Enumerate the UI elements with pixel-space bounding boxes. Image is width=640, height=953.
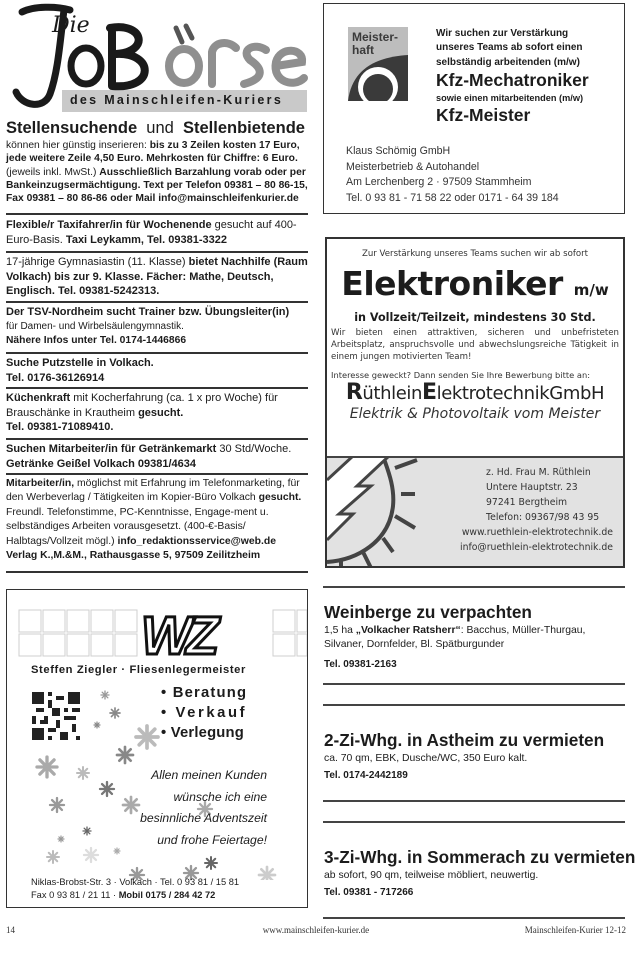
classified-phone: Tel. 09381 - 717266 — [324, 887, 414, 898]
star-icon — [58, 836, 64, 842]
greeting-line: und frohe Feiertage! — [157, 832, 267, 847]
headline-part-3: Stellenbietende — [183, 119, 305, 137]
divider — [6, 352, 308, 354]
headline-part-2: und — [146, 119, 174, 137]
ad-text: möglichst mit Erfahrung im Telefonmarketing, für den Werbeverlag / Tätigkeiten im Kopier-Büro Volkach — [6, 478, 300, 504]
star-icon — [110, 708, 120, 718]
service-verlegung: • Verlegung — [161, 725, 245, 741]
star-icon — [47, 851, 59, 863]
ad-kfz-mechatroniker — [323, 3, 625, 214]
divider — [323, 586, 625, 588]
kfz-intro-2: unseres Teams ab sofort einen — [436, 42, 583, 54]
elek-city: 97241 Bergtheim — [486, 497, 568, 508]
ad-text-bold: Nähere Infos unter Tel. 0174-1446866 — [6, 335, 187, 346]
star-icon — [77, 767, 89, 779]
wz-mobile: Mobil 0175 / 284 42 72 — [118, 890, 216, 900]
elek-company — [327, 381, 623, 406]
wz-logo-text: WZ — [141, 608, 213, 658]
intro-headline — [6, 119, 308, 138]
star-icon — [100, 782, 114, 796]
divider — [6, 571, 308, 573]
ad-text-bold: Flexible/r Taxifahrer/in für Wochenende — [6, 219, 212, 231]
classified-text: 1,5 ha — [324, 625, 356, 636]
kfz-job-title-2: Kfz-Meister — [436, 104, 531, 125]
tile-grid-logo — [17, 608, 307, 658]
elek-address — [433, 465, 613, 555]
classified-title-weinberge: Weinberge zu verpachten — [324, 602, 532, 622]
elek-paragraph: Wir bieten einen attraktiven, sicheren und unbefristeten Arbeitsplatz, anspruchsvolle und abwechslungsreiche Tätigkeit in einem jungen motivierten Team! — [331, 328, 619, 363]
ad-tutoring — [6, 255, 310, 299]
logo-text-line1: Meister- — [352, 30, 399, 44]
ad-kitchen — [6, 391, 310, 435]
ad-text: 17-jährige Gymnasiastin (11. Klasse) — [6, 256, 189, 268]
service-verkauf: • Verkauf — [161, 705, 248, 721]
star-icon — [94, 722, 100, 728]
ad-elektroniker — [325, 237, 625, 568]
kfz-street: Am Lerchenberg 2 · 97509 Stammheim — [346, 176, 532, 188]
divider — [6, 213, 308, 215]
intro-price-text: bis zu 3 Zeilen kosten 17 Euro, jede weitere Zeile 4,50 Euro. Mehrkosten für Chiffre: 6 Euro. — [6, 140, 300, 165]
kfz-intro-3: selbständig arbeitenden (m/w) — [436, 56, 580, 68]
star-icon — [259, 867, 275, 880]
pricing-intro — [6, 119, 308, 205]
ad-text-bold: Taxi Leykamm, Tel. 09381-3322 — [65, 233, 227, 246]
kfz-job-text — [436, 27, 624, 126]
jobboerse-logo — [4, 2, 310, 114]
ad-text: gesucht auf 400-Euro-Basis. — [6, 219, 297, 246]
greeting-line: Allen meinen Kunden — [151, 768, 267, 782]
ad-text-bold: gesucht. — [138, 406, 184, 419]
page-footer — [6, 925, 626, 939]
company-initial-r: R — [345, 379, 363, 405]
classified-text: : Bacchus, Müller-Thurgau, — [460, 625, 586, 636]
meisterhaft-logo — [348, 27, 408, 101]
intro-body — [6, 139, 308, 205]
company-initial-e: E — [421, 379, 437, 405]
kfz-phone: Tel. 0 93 81 - 71 58 22 oder 0171 - 64 39 184 — [346, 191, 559, 204]
svg-text:Die: Die — [52, 13, 90, 38]
star-icon — [101, 691, 109, 699]
star-icon — [136, 726, 158, 748]
ad-cleaning — [6, 356, 310, 385]
sun-lightning-icon — [327, 456, 427, 566]
classified-body-sommerach: ab sofort, 90 qm, teilweise möbliert, neuwertig. — [324, 870, 539, 881]
greeting-line: wünsche ich eine — [173, 789, 267, 804]
ad-text: für Damen- und Wirbelsäulengymnastik. — [6, 320, 184, 332]
classified-phone: Tel. 09381-2163 — [324, 659, 397, 670]
star-icon — [117, 747, 133, 763]
ad-text-bold: Verlag K.,M.&M., Rathausgasse 5, 97509 Zeilitzheim — [6, 550, 261, 562]
ad-email-link[interactable]: info_redaktionsservice@web.de — [117, 535, 277, 547]
ad-text-bold: Küchenkraft — [6, 392, 71, 404]
classified-body-weinberge — [324, 624, 585, 652]
ad-text-bold: Suchen Mitarbeiter/in für Getränkemarkt — [6, 443, 217, 455]
kfz-address — [346, 144, 559, 206]
elek-email-link[interactable]: info@ruethlein-elektrotechnik.de — [460, 542, 613, 553]
divider — [323, 704, 625, 706]
star-icon — [84, 848, 98, 862]
star-icon — [114, 848, 120, 854]
star-icon — [37, 757, 57, 777]
ad-text-bold: bietet Nachhilfe (Raum Volkach) bis zur 9. Klasse. Fächer: Mathe, Deutsch, Englisch. Tel. 09381-5242313. — [6, 256, 308, 297]
footer-issue: Mainschleifen-Kurier 12-12 — [524, 925, 626, 935]
classified-text: Silvaner, Dornfelder, Bl. Spätburgunder — [324, 639, 505, 650]
divider — [323, 821, 625, 823]
ad-text-bold: Getränke Geißel Volkach 09381/4634 — [6, 457, 196, 470]
company-part-2: lektrotechnikGmbH — [436, 382, 605, 404]
ad-text-bold: Suche Putzstelle in Volkach. — [6, 357, 154, 369]
star-icon — [205, 857, 217, 869]
elek-lower — [327, 456, 623, 566]
divider — [6, 251, 308, 253]
elek-street: Untere Hauptstr. 23 — [486, 482, 578, 493]
classified-title-astheim: 2-Zi-Whg. in Astheim zu vermieten — [324, 730, 605, 750]
divider — [323, 917, 625, 919]
wz-address-phone: Niklas-Brobst-Str. 3 · Volkach · Tel. 0 93 81 / 15 81 — [31, 877, 240, 887]
star-icon — [123, 797, 139, 813]
ad-text-bold: Mitarbeiter/in, — [6, 478, 75, 489]
kfz-intro-1: Wir suchen zur Verstärkung — [436, 28, 569, 39]
footer-website[interactable]: www.mainschleifen-kurier.de — [262, 925, 370, 935]
elek-title — [327, 265, 623, 309]
ad-beverage-store — [6, 442, 310, 471]
divider — [6, 438, 308, 440]
kfz-company: Klaus Schömig GmbH — [346, 145, 451, 157]
qr-code[interactable] — [32, 692, 80, 740]
ad-text: mit Kocherfahrung (ca. 1 x pro Woche) für Brauschänke in Krautheim — [6, 392, 278, 419]
divider — [323, 800, 625, 802]
classified-phone: Tel. 0174-2442189 — [324, 770, 408, 781]
divider — [6, 301, 308, 303]
ad-fliesenleger — [6, 589, 308, 908]
page-number: 14 — [6, 925, 15, 935]
divider — [6, 473, 308, 475]
elek-title-suffix: m/w — [573, 281, 609, 299]
elek-upper — [327, 239, 623, 456]
elek-intro: Zur Verstärkung unseres Teams suchen wir ab sofort — [361, 249, 589, 259]
classified-text-bold: „Volkacher Ratsherr“ — [355, 625, 461, 636]
wz-services — [161, 683, 247, 743]
star-icon — [83, 827, 91, 835]
intro-payment-text: Ausschließlich Barzahlung vorab oder per Bankeinzugsermächtigung. Text per Telefon 09381 – 80 86-15, Fax 09381 – 80 86-86 oder Mail info@mainschleifenkurier.de — [6, 166, 308, 205]
divider — [323, 683, 625, 685]
ad-taxi — [6, 218, 310, 247]
classified-body-astheim: ca. 70 qm, EBK, Dusche/WC, 350 Euro kalt. — [324, 753, 528, 764]
elek-title-text: Elektroniker — [341, 264, 563, 303]
wz-logo — [141, 608, 221, 658]
kfz-company-type: Meisterbetrieb & Autohandel — [346, 160, 480, 173]
divider — [6, 387, 308, 389]
classified-title-sommerach: 3-Zi-Whg. in Sommerach zu vermieten — [324, 847, 636, 867]
wz-contact — [31, 876, 239, 902]
intro-text: können hier günstig inserieren: — [6, 140, 150, 151]
ad-text-bold: Der TSV-Nordheim sucht Trainer bzw. Übungsleiter(in) — [6, 306, 290, 318]
ad-text: 30 Std/Woche. — [216, 443, 292, 455]
ad-text-bold: gesucht. — [258, 492, 302, 504]
elek-subtitle: in Vollzeit/Teilzeit, mindestens 30 Std. — [354, 311, 596, 324]
logo-text-line2: haft — [352, 43, 374, 57]
star-icon — [50, 798, 64, 812]
ad-text-bold: Tel. 09381-71089410. — [6, 421, 114, 433]
company-part-1: üthlein — [362, 382, 422, 404]
elek-tagline: Elektrik & Photovoltaik vom Meister — [349, 405, 601, 422]
ad-text: Freundl. Telefonstimme, PC-Kenntnisse, Engage-ment u. selbständiges Arbeiten vorausgesetzt. (400-€-Basis/ Halbtags/Vollzeit mögl.) — [6, 506, 269, 547]
kfz-intro-4: sowie einen mitarbeitenden (m/w) — [436, 92, 584, 103]
wz-fax-mobile — [31, 889, 239, 902]
ad-tsv-trainer — [6, 305, 310, 349]
greeting-line: besinnliche Adventszeit — [140, 811, 267, 825]
intro-tax-note: (jeweils inkl. MwSt.) — [6, 166, 100, 178]
elek-contact-person: z. Hd. Frau M. Rüthlein — [486, 467, 591, 478]
elek-website-link[interactable]: www.ruethlein-elektrotechnik.de — [461, 527, 613, 538]
logo-subtitle: des Mainschleifen-Kuriers — [70, 93, 284, 107]
wz-greeting — [140, 765, 267, 851]
elek-cta: Interesse geweckt? Dann senden Sie Ihre Bewerbung bitte an: — [331, 369, 591, 380]
ad-telemarketing — [6, 477, 310, 563]
ad-text-bold: Tel. 0176-36126914 — [6, 371, 105, 384]
headline-part-1: Stellensuchende — [6, 119, 138, 137]
wz-company-name: Steffen Ziegler · Fliesenlegermeister — [31, 664, 246, 676]
service-beratung: • Beratung — [161, 685, 248, 701]
elek-phone: Telefon: 09367/98 43 95 — [486, 512, 600, 523]
wz-fax: Fax 0 93 81 / 21 11 · — [31, 890, 119, 900]
kfz-job-title-1: Kfz-Mechatroniker — [436, 69, 589, 90]
